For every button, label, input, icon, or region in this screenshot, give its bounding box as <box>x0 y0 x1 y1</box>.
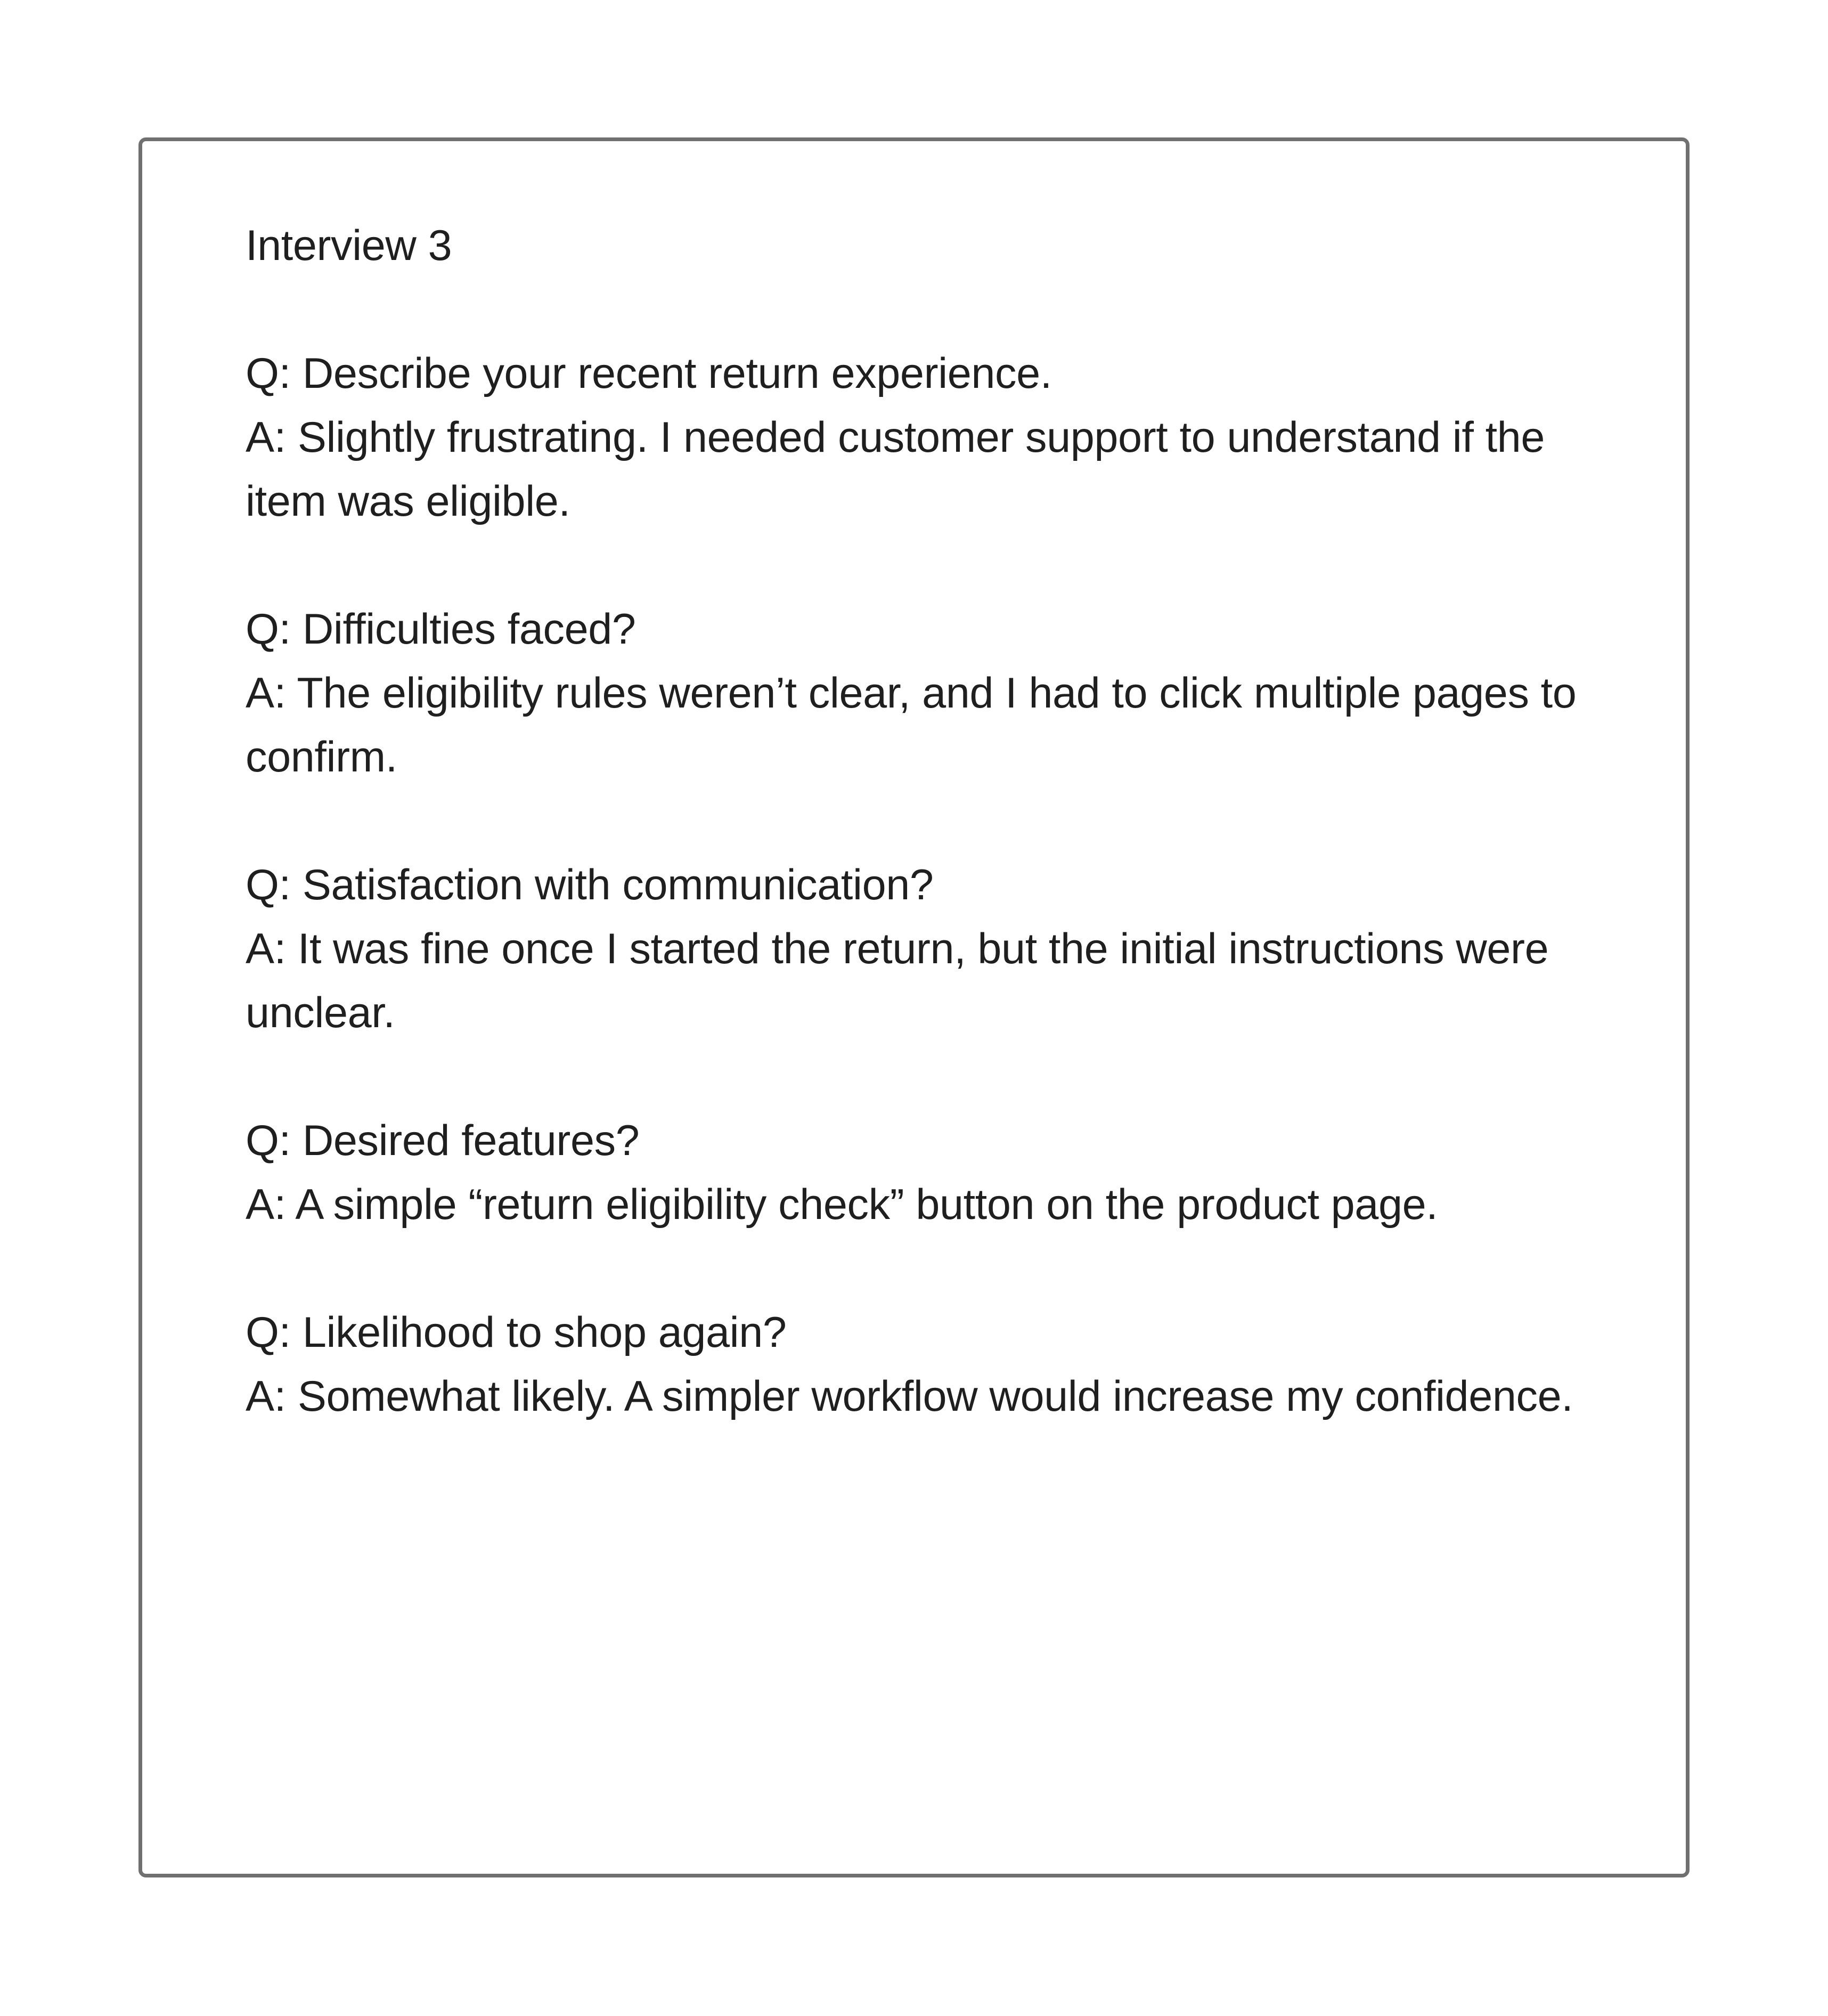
answer-text: A: A simple “return eligibility check” button on the product page. <box>246 1181 1438 1229</box>
question-text: Q: Desired features? <box>246 1117 640 1165</box>
question-text: Q: Describe your recent return experience. <box>246 349 1052 397</box>
qa-item <box>246 597 1609 789</box>
question-text: Q: Satisfaction with communication? <box>246 861 934 909</box>
answer-text: A: The eligibility rules weren’t clear, and I had to click multiple pages to confirm. <box>246 669 1577 781</box>
qa-item <box>246 1300 1609 1428</box>
answer-text: A: Slightly frustrating. I needed customer support to understand if the item was eligible. <box>246 413 1545 525</box>
answer-text: A: Somewhat likely. A simpler workflow would increase my confidence. <box>246 1372 1573 1420</box>
question-text: Q: Likelihood to shop again? <box>246 1308 787 1356</box>
qa-item <box>246 853 1609 1045</box>
question-text: Q: Difficulties faced? <box>246 605 636 653</box>
qa-item <box>246 1109 1609 1237</box>
interview-title: Interview 3 <box>246 222 452 270</box>
qa-item <box>246 342 1609 533</box>
interview-card <box>138 137 1690 1877</box>
answer-text: A: It was fine once I started the return, but the initial instructions were unclear. <box>246 925 1549 1037</box>
interview-content <box>246 214 1609 1428</box>
